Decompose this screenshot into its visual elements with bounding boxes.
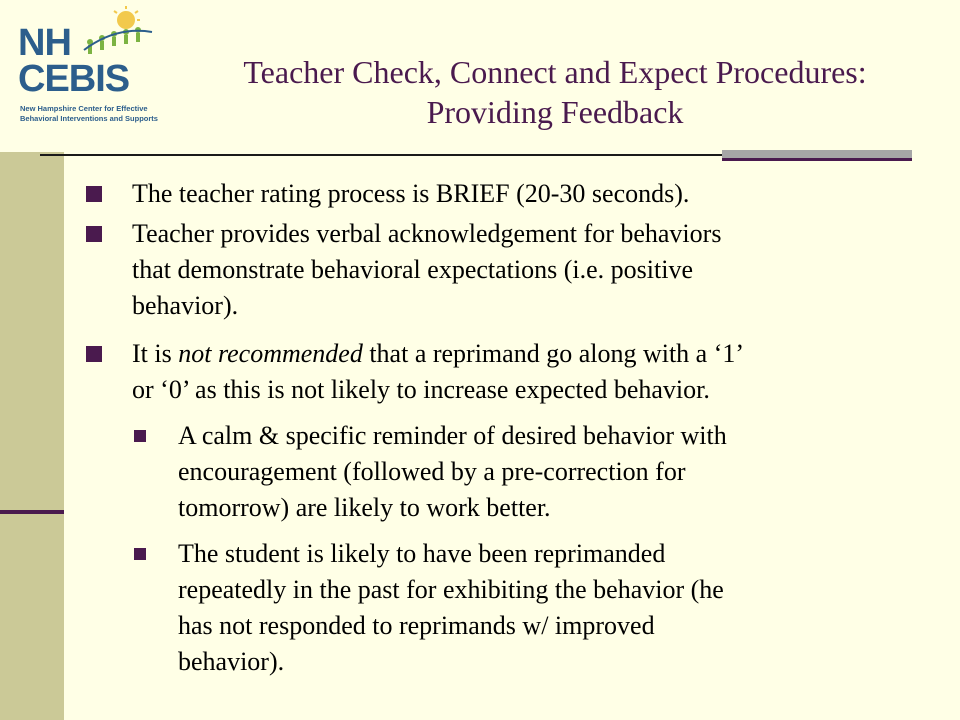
bullet-3-line-2: or ‘0’ as this is not likely to increase expected behavior.	[132, 375, 710, 404]
slide-title-line2: Providing Feedback	[426, 94, 684, 130]
bullet-2-line-2: that demonstrate behavioral expectations (i.e. positive	[132, 255, 693, 284]
bullet-marker	[86, 226, 102, 242]
slide-title-line1: Teacher Check, Connect and Expect Procedures:	[243, 54, 867, 90]
bullet-1-line-1: The teacher rating process is BRIEF (20-30 seconds).	[132, 179, 690, 208]
sub-bullet-1-line-3: tomorrow) are likely to work better.	[178, 493, 551, 522]
bullet-text-3	[132, 336, 744, 408]
bullet-text-2	[132, 216, 721, 324]
sub-bullet-1-line-2: encouragement (followed by a pre-correction for	[178, 457, 686, 486]
sub-bullet-text-2	[178, 536, 724, 680]
bullet-3-line-1	[132, 336, 744, 372]
bullet-marker	[86, 186, 102, 202]
bullet-2-line-3: behavior).	[132, 291, 239, 320]
sub-bullet-marker	[134, 430, 146, 442]
bullet-marker	[86, 346, 102, 362]
bullet-3-emphasis: not recommended	[178, 339, 363, 368]
sub-bullet-2-line-4: behavior).	[178, 647, 285, 676]
sub-bullet-2-line-1: The student is likely to have been reprimanded	[178, 539, 666, 568]
bullet-text-1	[132, 176, 689, 212]
bullet-2-line-1: Teacher provides verbal acknowledgement for behaviors	[132, 219, 722, 248]
bullet-3-text-pre: It is	[132, 339, 179, 368]
logo-text-nh: NH	[18, 22, 71, 64]
sub-bullet-2-line-3: has not responded to reprimands w/ improved	[178, 611, 655, 640]
logo-text-cebis: CEBIS	[18, 58, 130, 100]
sub-bullet-text-1	[178, 418, 727, 526]
logo-subtitle-line1: New Hampshire Center for Effective	[20, 104, 148, 113]
sub-bullet-marker	[134, 548, 146, 560]
sub-bullet-1-line-1: A calm & specific reminder of desired behavior with	[178, 421, 727, 450]
bullet-3-text-post: that a reprimand go along with a ‘1’	[362, 339, 745, 368]
logo-subtitle-line2: Behavioral Interventions and Supports	[20, 114, 158, 123]
sub-bullet-2-line-2: repeatedly in the past for exhibiting the behavior (he	[178, 575, 724, 604]
